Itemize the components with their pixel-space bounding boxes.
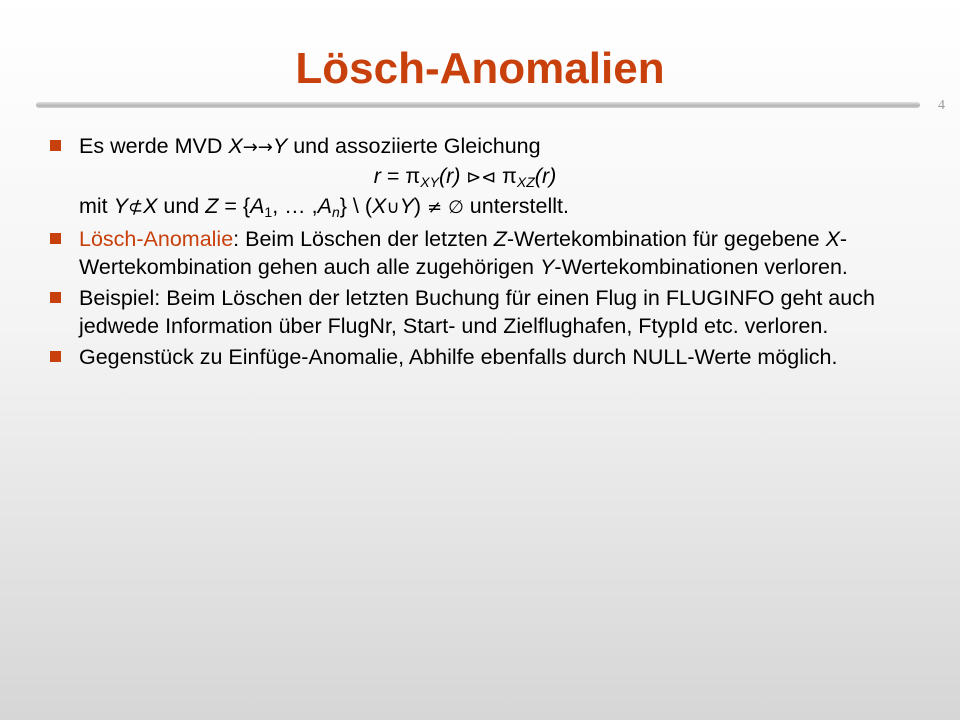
var-z: Z [205,194,219,218]
text: Gegenstück zu Einfüge-Anomalie, Abhilfe ebenfalls durch NULL-Werte möglich. [79,345,838,369]
bullet-item-gegenstueck [50,343,910,371]
bullet-item-mvd [50,132,910,162]
pi-symbol: π [502,164,517,188]
text: -Wertekombinationen verloren. [554,255,848,279]
text: : Beim Löschen der letzten [233,227,494,251]
subscript-1: 1 [264,204,273,220]
var-x: X [228,134,243,158]
text: unterstellt. [463,194,569,218]
square-bullet-icon [50,233,61,244]
var-y: Y [113,194,128,218]
text: -Wertekombination gehen auch alle zugehörigen [79,227,848,279]
text: } \ ( [339,194,373,218]
text: -Wertekombination für gegebene [506,227,826,251]
text: ) [413,194,428,218]
continuation-line [50,192,910,222]
bullet-item-beispiel [50,284,910,340]
pi-symbol: π [405,164,421,188]
var-a: A [250,194,265,218]
var-y: Y [272,134,288,158]
double-arrow-icon: →→ [242,137,273,158]
text: und [157,194,206,218]
page-number: 4 [938,98,945,113]
text: , … , [272,194,318,218]
subscript-xz: XZ [516,174,535,190]
text: und assoziierte Gleichung [287,134,541,158]
highlight-term: Lösch-Anomalie [79,227,234,251]
square-bullet-icon [50,351,61,362]
text: Beispiel: Beim Löschen der letzten Buchung für einen Flug in FLUGINFO geht auch jedwede Information über FlugNr, Start- und Zielflughafen, FtypId etc. verloren. [79,286,875,338]
var-z: Z [493,227,507,251]
not-subset-icon: ⊄ [127,197,144,218]
text: (r) [534,164,557,188]
title-divider [36,102,920,108]
text: (r) [438,164,461,188]
var-y: Y [539,255,555,279]
slide-content [50,132,910,371]
var-x: X [825,227,840,251]
var-r: r [373,164,381,188]
var-a: A [317,194,332,218]
subscript-xy: XY [420,174,439,190]
var-x: X [143,194,158,218]
subscript-n: n [331,204,340,220]
bullet-item-loesch-anomalie [50,225,910,281]
text: mit [79,194,114,218]
not-equal-icon: ≠ [427,197,443,218]
empty-set-icon: ∅ [448,197,464,218]
slide-title: Lösch-Anomalien [295,44,665,93]
var-y: Y [399,194,414,218]
text: = { [218,194,251,218]
text: = [380,164,406,188]
text: Es werde MVD [79,134,229,158]
equation-line [20,162,910,192]
var-x: X [372,194,387,218]
union-icon: ∪ [386,197,400,218]
square-bullet-icon [50,140,61,151]
square-bullet-icon [50,292,61,303]
join-icon: ⊳⊲ [460,167,503,188]
